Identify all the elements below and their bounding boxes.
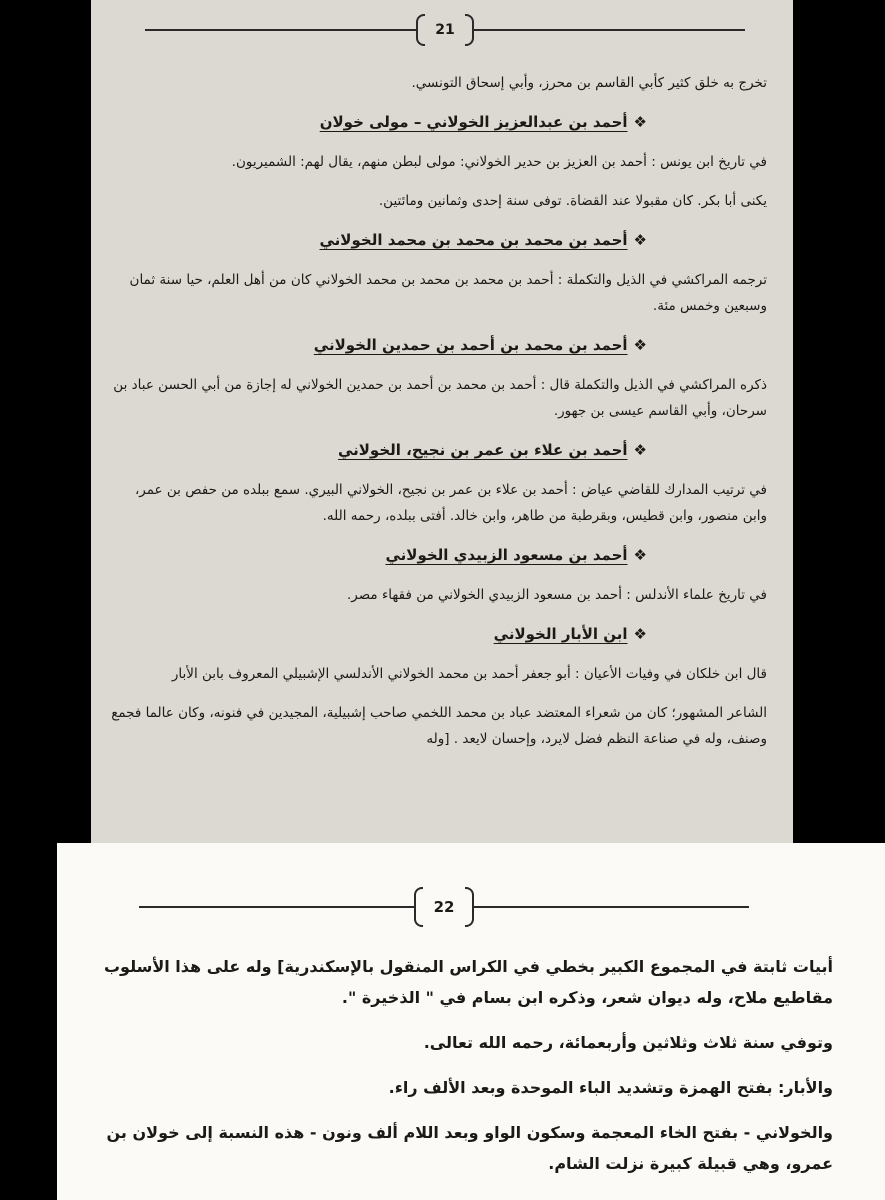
body-paragraph: وتوفي سنة ثلاث وثلاثين وأربعمائة، رحمه الله تعالى. xyxy=(423,1033,833,1052)
section-paragraph: ترجمه المراكشي في الذيل والتكملة : أحمد بن محمد بن محمد بن محمد الخولاني كان من أهل العلم، حيا سنة ثمان وسبعين وخمس مئة. xyxy=(129,272,767,314)
intro-paragraph: تخرج به خلق كثير كأبي القاسم بن محرز، وأبي إسحاق التونسي. xyxy=(411,75,767,91)
bullet-diamond-icon: ❖ xyxy=(633,441,647,459)
bullet-diamond-icon: ❖ xyxy=(633,231,647,249)
section-heading: ❖أحمد بن علاء بن عمر بن نجيح، الخولاني xyxy=(337,441,647,459)
header-rule-left xyxy=(139,906,414,908)
page-number-header xyxy=(145,14,745,46)
section-paragraph: يكنى أبا بكر. كان مقبولا عند القضاة. توفى سنة إحدى وثمانين ومائتين. xyxy=(378,193,767,209)
page-number-header xyxy=(139,887,749,927)
bullet-diamond-icon: ❖ xyxy=(633,546,647,564)
bullet-diamond-icon: ❖ xyxy=(633,625,647,643)
body-paragraph: والخولاني - بفتح الخاء المعجمة وسكون الواو وبعد اللام ألف ونون - هذه النسبة إلى خولان بن عمرو، وهي قبيلة كبيرة نزلت الشام. xyxy=(106,1123,833,1173)
header-rule-right xyxy=(474,906,749,908)
section-heading: ❖أحمد بن محمد بن أحمد بن حمدين الخولاني xyxy=(313,336,647,354)
bullet-diamond-icon: ❖ xyxy=(633,113,647,131)
section-paragraph: في تاريخ علماء الأندلس : أحمد بن مسعود الزبيدي الخولاني من فقهاء مصر. xyxy=(346,587,767,603)
section-paragraph: الشاعر المشهور؛ كان من شعراء المعتضد عباد بن محمد اللخمي صاحب إشبيلية، المجيدين في فنونه، وكان عالما فجمع وصنف، وله في صناعة النظم فضل لايرد، وإحسان لايعد . [وله xyxy=(111,705,767,747)
body-paragraph: أبيات ثابتة في المجموع الكبير بخطي في الكراس المنقول بالإسكندرية] وله على هذا الأسلوب مقاطيع ملاح، وله ديوان شعر، وذكره ابن بسام في " الذخيرة ". xyxy=(103,957,833,1007)
page-number: 22 xyxy=(414,887,474,927)
section-heading: ❖أحمد بن عبدالعزيز الخولاني – مولى خولان xyxy=(319,113,647,131)
book-page-21 xyxy=(91,0,793,843)
body-paragraph: والأبار: بفتح الهمزة وتشديد الباء الموحدة وبعد الألف راء. xyxy=(388,1078,833,1097)
header-rule-left xyxy=(145,29,416,31)
bullet-diamond-icon: ❖ xyxy=(633,336,647,354)
book-page-22 xyxy=(57,843,885,1200)
header-rule-right xyxy=(474,29,745,31)
page-body xyxy=(75,951,833,1193)
page-number: 21 xyxy=(416,14,474,46)
section-paragraph: في تاريخ ابن يونس : أحمد بن العزيز بن حدير الخولاني: مولى لبطن منهم، يقال لهم: الشميريون. xyxy=(231,154,767,170)
section-paragraph: قال ابن خلكان في وفيات الأعيان : أبو جعفر أحمد بن محمد الخولاني الأندلسي الإشبيلي المعروف بابن الأبار xyxy=(171,666,767,682)
section-paragraph: ذكره المراكشي في الذيل والتكملة قال : أحمد بن محمد بن أحمد بن حمدين الخولاني له إجازة من أبي الحسن عباد بن سرحان، وأبي القاسم عيسى بن جهور. xyxy=(113,377,767,419)
section-heading: ❖أحمد بن محمد بن محمد بن محمد الخولاني xyxy=(319,231,647,249)
section-paragraph: في ترتيب المدارك للقاضي عياض : أحمد بن علاء بن عمر بن نجيح، الخولاني البيري. سمع ببلده من حفص بن عمر، وابن منصور، وابن قطيس، وبقرطبة من طاهر، وابن خالد. أفتى ببلده، رحمه الله. xyxy=(134,482,767,524)
page-body xyxy=(111,70,767,765)
section-heading: ❖أحمد بن مسعود الزبيدي الخولاني xyxy=(385,546,647,564)
section-heading: ❖ابن الأبار الخولاني xyxy=(493,625,647,643)
